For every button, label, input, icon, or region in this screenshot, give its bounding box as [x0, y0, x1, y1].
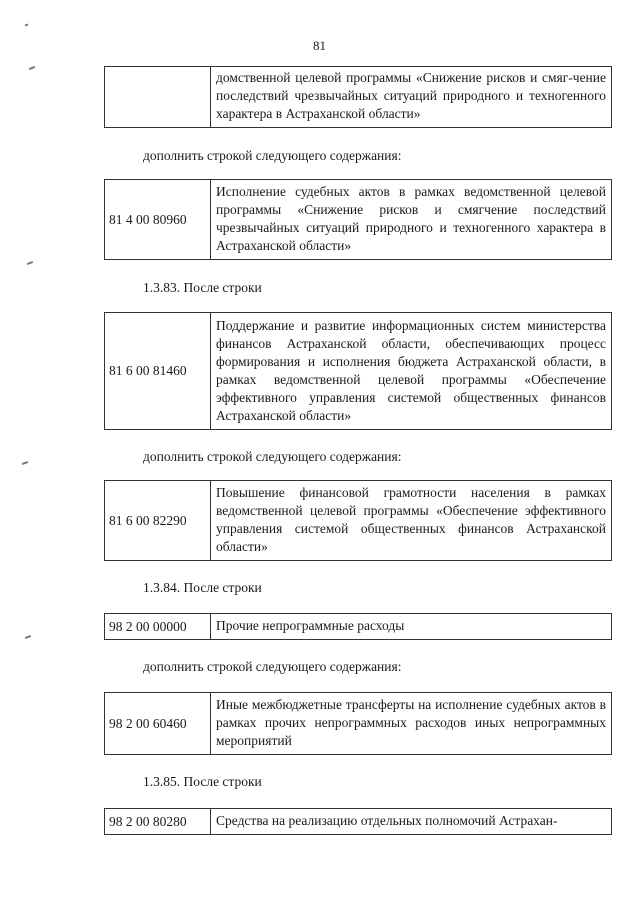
table-row [104, 66, 612, 128]
table-row [104, 312, 612, 430]
table-row [104, 613, 612, 640]
paragraph-add-row: дополнить строкой следующего содержания: [143, 449, 402, 464]
table-row [104, 480, 612, 561]
row-code: 98 2 00 60460 [105, 693, 211, 754]
scan-mark [27, 261, 33, 265]
row-code: 81 6 00 81460 [105, 313, 211, 429]
row-code: 98 2 00 80280 [105, 809, 211, 834]
paragraph-after-row: 1.3.85. После строки [143, 774, 262, 789]
row-description: Иные межбюджетные трансферты на исполнение судебных актов в рамках прочих непрограммных расходов иных непрограммных мероприятий [216, 697, 606, 748]
table-row [104, 692, 612, 755]
paragraph-after-row: 1.3.84. После строки [143, 580, 262, 595]
row-description: домственной целевой программы «Снижение рисков и смяг-чение последствий чрезвычайных ситуаций природного и техногенного характера в Астраханской области» [216, 70, 606, 121]
row-code: 81 6 00 82290 [105, 481, 211, 560]
page-number: 81 [313, 38, 326, 53]
row-code [105, 67, 211, 127]
row-description: Повышение финансовой грамотности населения в рамках ведомственной целевой программы «Обеспечение эффективного управления системой общественных финансов Астраханской области» [216, 485, 606, 554]
paragraph-after-row: 1.3.83. После строки [143, 280, 262, 295]
row-code: 98 2 00 00000 [105, 614, 211, 639]
scan-mark [25, 635, 31, 639]
row-code: 81 4 00 80960 [105, 180, 211, 259]
paragraph-add-row: дополнить строкой следующего содержания: [143, 148, 402, 163]
table-row [104, 808, 612, 835]
table-row [104, 179, 612, 260]
row-description: Прочие непрограммные расходы [216, 618, 405, 633]
scan-mark [22, 461, 28, 465]
scan-mark [29, 66, 35, 70]
row-description: Поддержание и развитие информационных систем министерства финансов Астраханской области, обеспечивающих процесс формирования и исполнения бюджета Астраханской области, в рамках ведомственной целевой программы «Обеспечение эффективного управления системой общественных финансов Астраханской области» [216, 318, 606, 423]
paragraph-add-row: дополнить строкой следующего содержания: [143, 659, 402, 674]
scan-mark [25, 24, 29, 27]
row-description: Средства на реализацию отдельных полномочий Астрахан- [216, 813, 558, 828]
row-description: Исполнение судебных актов в рамках ведомственной целевой программы «Снижение рисков и смягчение последствий чрезвычайных ситуаций природного и техногенного характера в Астраханской области» [216, 184, 606, 253]
